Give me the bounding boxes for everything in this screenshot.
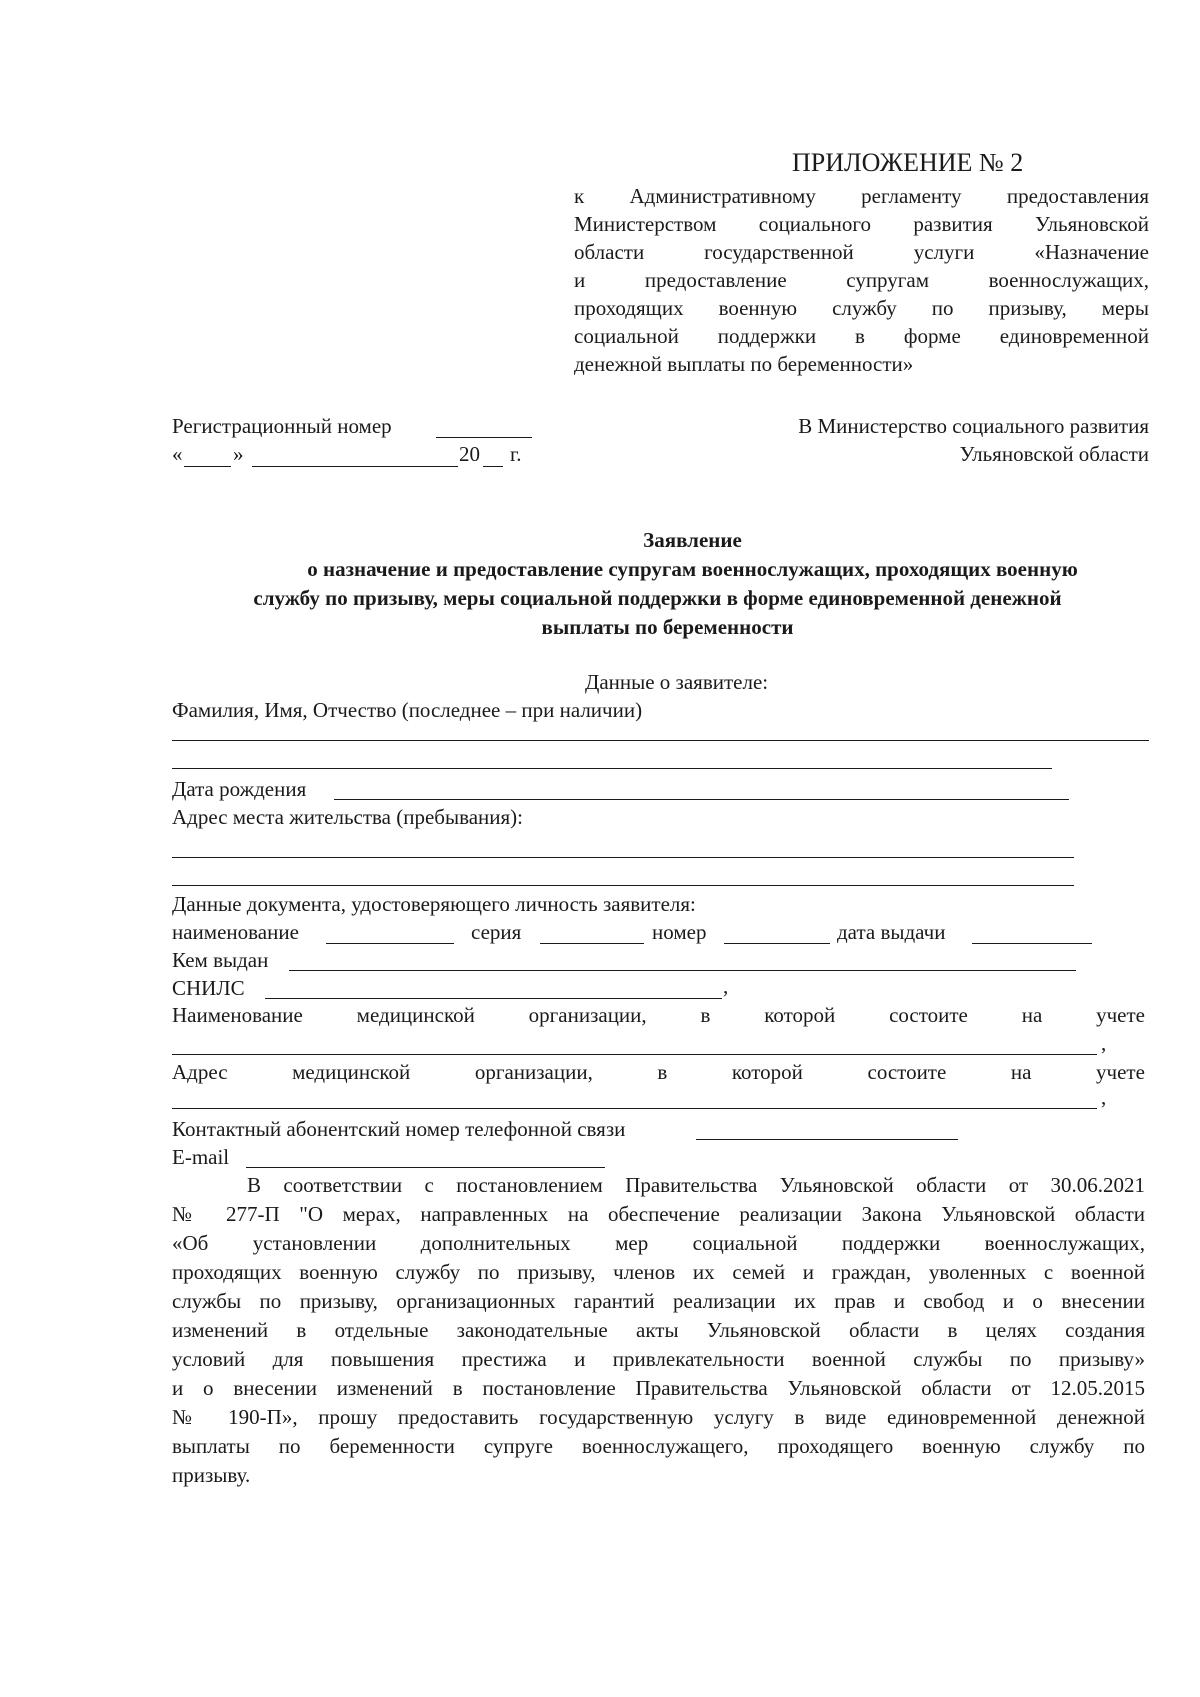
- email-label: E-mail: [172, 1145, 230, 1169]
- appendix-line: к Административному регламенту предоставления: [574, 184, 1149, 208]
- year-prefix: 20: [459, 442, 480, 466]
- birth-date-label: Дата рождения: [172, 777, 307, 801]
- phone-label: Контактный абонентский номер телефонной связи: [172, 1117, 626, 1141]
- label-word: состоите: [889, 1003, 968, 1027]
- label-word: учете: [1096, 1003, 1145, 1027]
- issued-by-label: Кем выдан: [172, 948, 269, 972]
- appendix-line: Министерством социального развития Ульяновской: [574, 212, 1149, 236]
- document-subject-line-1: о назначение и предоставление супругам военнослужащих, проходящих военную: [307, 557, 1078, 581]
- paragraph-line: № 190-П», прошу предоставить государственную услугу в виде единовременной денежной: [172, 1405, 1145, 1429]
- doc-issue-date-label: дата выдачи: [837, 920, 946, 944]
- paragraph-line: «Об установлении дополнительных мер социальной поддержки военнослужащих,: [172, 1231, 1145, 1255]
- med-org-address-label: [172, 1058, 1145, 1087]
- med-org-address-field[interactable]: [172, 1108, 1097, 1109]
- doc-series-label: серия: [471, 920, 522, 944]
- label-word: на: [1010, 1060, 1032, 1084]
- residence-field-line-1[interactable]: [172, 857, 1074, 858]
- label-word: Адрес: [172, 1060, 228, 1084]
- date-open-quote: «: [172, 442, 183, 466]
- label-word: которой: [731, 1060, 803, 1084]
- date-close-quote: »: [233, 442, 244, 466]
- doc-name-label: наименование: [172, 920, 299, 944]
- doc-name-field[interactable]: [326, 943, 454, 944]
- paragraph-line: изменений в отдельные законодательные акты Ульяновской области в целях создания: [172, 1318, 1145, 1342]
- label-word: которой: [764, 1003, 836, 1027]
- paragraph-line: призыву.: [172, 1463, 251, 1487]
- med-org-address-comma: ,: [1101, 1085, 1107, 1109]
- label-word: медицинской: [292, 1060, 411, 1084]
- med-org-name-field[interactable]: [172, 1054, 1097, 1055]
- phone-field[interactable]: [696, 1139, 958, 1140]
- med-org-name-comma: ,: [1101, 1031, 1107, 1055]
- residence-label: Адрес места жительства (пребывания):: [172, 805, 524, 829]
- paragraph-line: проходящих военную службу по призыву, членов их семей и граждан, уволенных с военной: [172, 1260, 1145, 1284]
- email-field[interactable]: [246, 1167, 605, 1168]
- full-name-field-line-1[interactable]: [172, 740, 1149, 741]
- date-year-field[interactable]: [483, 466, 503, 467]
- label-word: в: [657, 1060, 668, 1084]
- snils-field[interactable]: [265, 998, 722, 999]
- issued-by-field[interactable]: [289, 970, 1076, 971]
- registration-number-label: Регистрационный номер: [172, 414, 392, 438]
- document-title: Заявление: [643, 528, 742, 552]
- paragraph-line: условий для повышения престижа и привлекательности военной службы по призыву»: [172, 1347, 1145, 1371]
- label-word: в: [700, 1003, 711, 1027]
- date-month-field[interactable]: [252, 466, 458, 467]
- doc-issue-date-field[interactable]: [972, 943, 1092, 944]
- label-word: состоите: [867, 1060, 947, 1084]
- doc-number-field[interactable]: [724, 943, 830, 944]
- snils-comma: ,: [723, 974, 729, 998]
- paragraph-line: В соответствии с постановлением Правительства Ульяновской области от 30.06.2021: [247, 1173, 1145, 1197]
- appendix-line: денежной выплаты по беременности»: [574, 352, 914, 376]
- appendix-line: области государственной услуги «Назначение: [574, 240, 1149, 264]
- paragraph-line: выплаты по беременности супруге военнослужащего, проходящего военную службу по: [172, 1434, 1145, 1458]
- registration-number-field[interactable]: [436, 437, 532, 438]
- doc-series-field[interactable]: [540, 943, 644, 944]
- document-subject-line-2: службу по призыву, меры социальной поддержки в форме единовременной денежной: [253, 586, 1062, 610]
- paragraph-line: № 277-П "О мерах, направленных на обеспечение реализации Закона Ульяновской области: [172, 1202, 1145, 1226]
- label-word: организации,: [474, 1060, 593, 1084]
- snils-label: СНИЛС: [172, 976, 245, 1000]
- request-paragraph: [172, 1171, 1145, 1490]
- label-word: Наименование: [172, 1003, 303, 1027]
- full-name-label: Фамилия, Имя, Отчество (последнее – при наличии): [172, 698, 643, 722]
- label-word: на: [1021, 1003, 1043, 1027]
- document-subject-line-3: выплаты по беременности: [541, 615, 794, 639]
- applicant-data-label: Данные о заявителе:: [585, 670, 769, 694]
- id-document-label: Данные документа, удостоверяющего личность заявителя:: [172, 892, 696, 916]
- date-day-field[interactable]: [184, 466, 231, 467]
- med-org-name-label: [172, 1001, 1145, 1030]
- addressee-line-2: Ульяновской области: [959, 442, 1149, 466]
- year-suffix: г.: [510, 442, 522, 466]
- appendix-line: проходящих военную службу по призыву, меры: [574, 296, 1149, 320]
- residence-field-line-2[interactable]: [172, 885, 1074, 886]
- paragraph-line: службы по призыву, организационных гарантий реализации их прав и свобод и о внесении: [172, 1289, 1145, 1313]
- appendix-line: и предоставление супругам военнослужащих,: [574, 268, 1149, 292]
- birth-date-field[interactable]: [334, 799, 1069, 800]
- doc-number-label: номер: [652, 920, 707, 944]
- label-word: медицинской: [356, 1003, 475, 1027]
- addressee-line-1: В Министерство социального развития: [798, 414, 1149, 438]
- appendix-title: ПРИЛОЖЕНИЕ № 2: [792, 148, 1024, 177]
- appendix-line: социальной поддержки в форме единовременной: [574, 324, 1149, 348]
- full-name-field-line-2[interactable]: [172, 768, 1052, 769]
- label-word: организации,: [528, 1003, 647, 1027]
- label-word: учете: [1096, 1060, 1145, 1084]
- paragraph-line: и о внесении изменений в постановление Правительства Ульяновской области от 12.05.2015: [172, 1376, 1145, 1400]
